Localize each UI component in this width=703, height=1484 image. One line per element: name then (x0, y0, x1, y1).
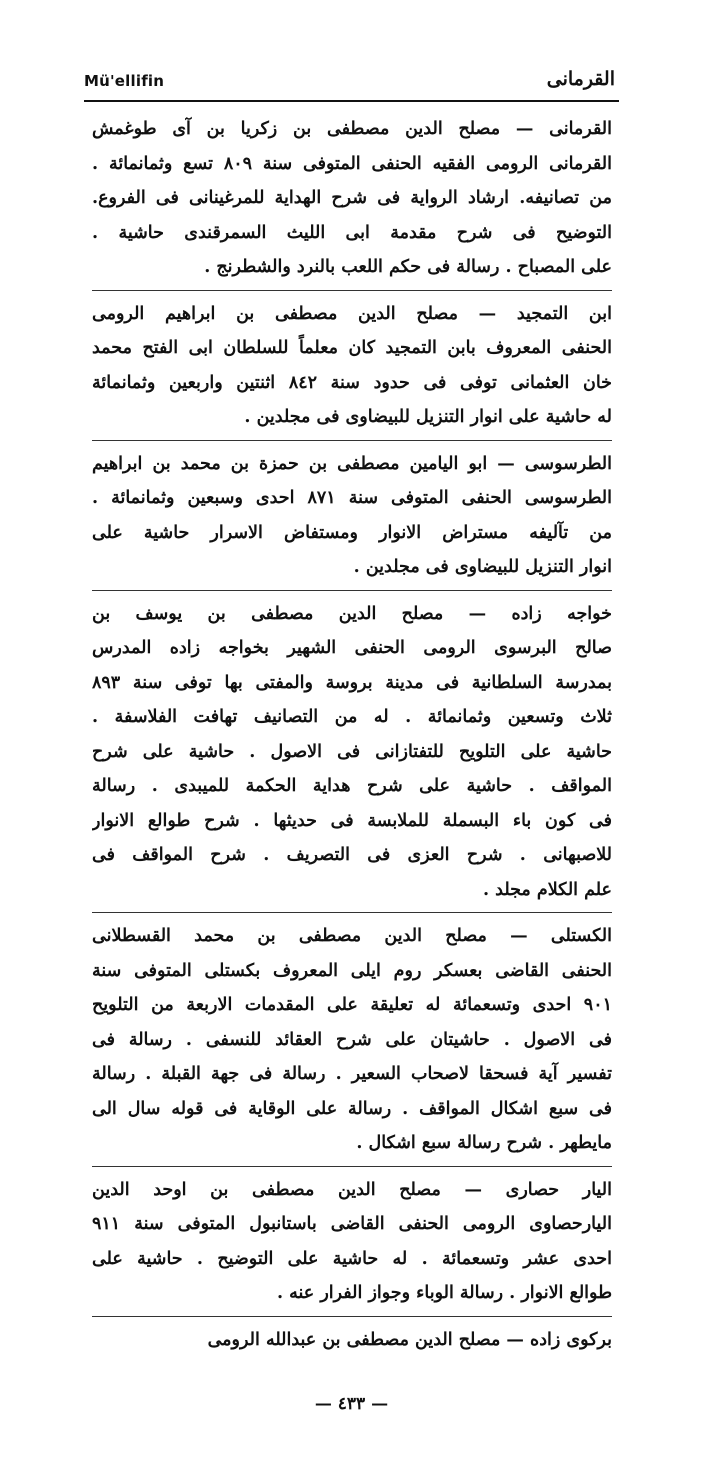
text-line: طوالع الانوار . رسالة الوباء وجواز الفرار عنه . (276, 1283, 612, 1303)
text-line: له حاشية على انوار التنزيل للبيضاوى فى مجلدين . (244, 407, 612, 427)
text-line: مايطهر . شرح رسالة سبع اشكال . (356, 1133, 612, 1153)
text-line: احدى عشر وتسعمائة . له حاشية على التوضيح . حاشية على (92, 1248, 612, 1269)
running-head-arabic: القرمانى (546, 68, 615, 90)
text-line: الكستلى — مصلح الدين مصطفى بن محمد القسطلانى (92, 926, 612, 946)
text-line: ثلاث وتسعين وثمانمائة . له من التصانيف تهافت الفلاسفة . (92, 707, 612, 727)
biography-entry (92, 919, 612, 1161)
text-line: من تآليفه مستراض الانوار ومستفاض الاسرار حاشية على (92, 522, 612, 543)
page-number: — ٤٣٣ — (314, 1394, 389, 1414)
entry-separator (92, 1311, 612, 1323)
text-line: التوضيح فى شرح مقدمة ابى الليث السمرقندى حاشية . (92, 222, 612, 243)
text-line: اليار حصارى — مصلح الدين مصطفى بن اوحد الدين (92, 1179, 612, 1200)
text-line: القرمانى — مصلح الدين مصطفى بن زكريا بن آى طوغمش (92, 119, 612, 139)
text-line: تفسير آية فسحقا لاصحاب السعير . رسالة فى جهة القبلة . رسالة (92, 1064, 612, 1084)
text-line: ٩٠١ احدى وتسعمائة له تعليقة على المقدمات الاربعة من التلويح (92, 995, 612, 1015)
text-line: انوار التنزيل للبيضاوى فى مجلدين . (353, 557, 612, 577)
text-line: بمدرسة السلطانية فى مدينة بروسة والمفتى بها توفى سنة ٨٩٣ (92, 672, 612, 693)
text-line: فى سبع اشكال المواقف . رسالة على الوقاية فى قوله سال الى (92, 1098, 612, 1119)
biography-entry (92, 597, 612, 908)
text-line: صالح البرسوى الرومى الحنفى الشهير بخواجه زاده المدرس (92, 638, 612, 658)
entry-separator (92, 285, 612, 297)
running-head-latin: Mü'ellifin (84, 72, 165, 90)
text-line: حاشية على التلويح للتفتازانى فى الاصول . حاشية على شرح (92, 741, 612, 762)
entry-separator (92, 435, 612, 447)
entry-separator (92, 585, 612, 597)
text-line: فى الاصول . حاشيتان على شرح العقائد للنسفى . رسالة فى (92, 1029, 612, 1050)
biography-entry (92, 112, 612, 285)
body-text (92, 112, 612, 1357)
text-line: الطرسوسى — ابو اليامين مصطفى بن حمزة بن محمد بن ابراهيم (92, 453, 612, 474)
entry-separator (92, 907, 612, 919)
entry-separator (92, 1161, 612, 1173)
text-line: المواقف . حاشية على شرح هداية الحكمة للميبدى . رسالة (92, 776, 612, 796)
text-line: الطرسوسى الحنفى المتوفى سنة ٨٧١ احدى وسبعين وثمانمائة . (92, 488, 612, 508)
text-line: اليارحصاوى الرومى الحنفى القاضى باستانبول المتوفى سنة ٩١١ (92, 1214, 612, 1234)
text-line: الحنفى القاضى بعسكر روم ايلى المعروف بكستلى المتوفى سنة (92, 960, 612, 981)
text-line: ابن التمجيد — مصلح الدين مصطفى بن ابراهيم الرومى (92, 303, 612, 324)
text-line: الحنفى المعروف بابن التمجيد كان معلماً للسلطان ابى الفتح محمد (92, 338, 612, 358)
header-rule (84, 100, 619, 102)
text-line: من تصانيفه. ارشاد الرواية فى شرح الهداية للمرغينانى فى الفروع. (92, 188, 612, 208)
text-line: للاصبهانى . شرح العزى فى التصريف . شرح المواقف فى (92, 845, 612, 865)
biography-entry (92, 447, 612, 585)
text-line: القرمانى الرومى الفقيه الحنفى المتوفى سنة ٨٠٩ تسع وثمانمائة . (92, 153, 612, 174)
text-line: على المصباح . رسالة فى حكم اللعب بالنرد والشطرنج . (204, 257, 612, 277)
text-line: خان العثمانى توفى فى حدود سنة ٨٤٢ اثنتين واربعين وثمانمائة (92, 372, 612, 393)
biography-entry (92, 1323, 612, 1358)
text-line: بركوى زاده — مصلح الدين مصطفى بن عبدالله الرومى (207, 1329, 612, 1350)
biography-entry (92, 1173, 612, 1311)
text-line: خواجه زاده — مصلح الدين مصطفى بن يوسف بن (92, 603, 612, 624)
biography-entry (92, 297, 612, 435)
text-line: فى كون باء البسملة للملابسة فى حديثها . شرح طوالع الانوار (92, 810, 612, 831)
text-line: علم الكلام مجلد . (482, 879, 612, 900)
